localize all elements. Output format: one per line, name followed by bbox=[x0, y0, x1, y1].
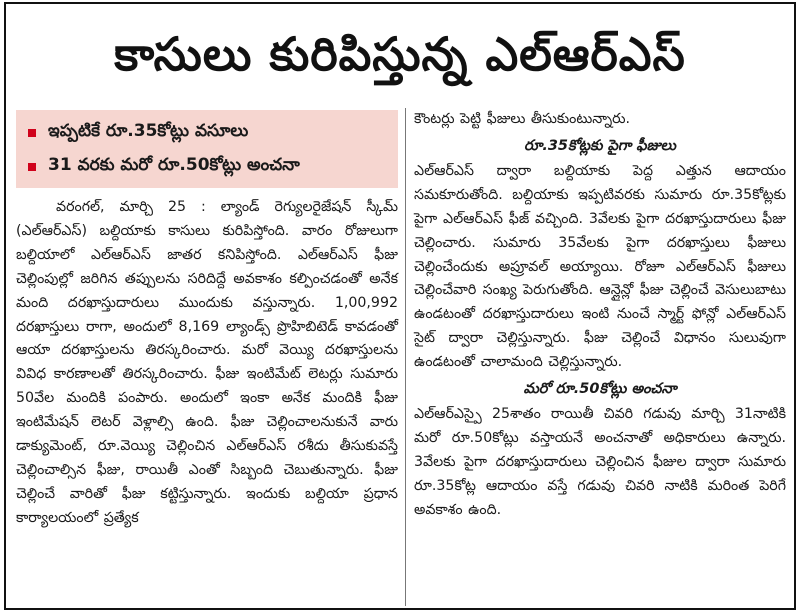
highlight-item bbox=[28, 150, 388, 184]
right-intro-paragraph: కౌంటర్లు పెట్టి ఫీజులు తీసుకుంటున్నారు. bbox=[414, 111, 631, 127]
square-bullet-icon bbox=[28, 163, 36, 171]
left-column bbox=[16, 110, 398, 531]
right-body-paragraph-2: ఎల్ఆర్ఎస్పై 25శాతం రాయితీ చివరి గడువు మార్చి 31నాటికి మరో రూ.50కోట్లు వస్తాయనే అంచనాతో అధికారులు ఉన్నారు. 3వేలకు పైగా దరఖాస్తుదారులు చెల్లించిన ఫీజుల ద్వారా సుమారు రూ.35కోట్ల ఆదాయం వస్తే గడువు చివరి నాటికి మరింత పెరిగే అవకాశం ఉంది. bbox=[414, 406, 786, 518]
highlights-box bbox=[16, 110, 398, 188]
column-divider bbox=[405, 108, 406, 606]
article-frame bbox=[4, 2, 796, 610]
subheading-2: మరో రూ.50కోట్లు అంచనా bbox=[523, 381, 677, 398]
highlight-text: ఇప్పటికే రూ.35కోట్లు వసూలు bbox=[48, 121, 249, 141]
left-body-paragraph: వరంగల్, మార్చి 25 : ల్యాండ్ రెగ్యులరైజేషన్ స్కీమ్ (ఎల్ఆర్ఎస్) బల్దియాకు కాసులు కురిపిస్తోంది. వారం రోజులుగా బల్దియాలో ఎల్ఆర్ఎస్ జాతర కనిపిస్తోంది. ఎల్ఆర్ఎస్ ఫీజు చెల్లింపుల్లో జరిగిన తప్పులను సరిదిద్దే అవకాశం కల్పించడంతో అనేక మంది దరఖాస్తుదారులు ముందుకు వస్తున్నారు. 1,00,992 దరఖాస్తులు రాగా, అందులో 8,169 ల్యాండ్స్ ప్రొహిబిటెడ్ కావడంతో ఆయా దరఖాస్తులను తిరస్కరించారు. మరో వెయ్యి దరఖాస్తులను వివిధ కారణాలతో తిరస్కరించారు. ఫీజు ఇంటిమేట్ లెటర్లు సుమారు 50వేల మందికి పంపారు. అందులో ఇంకా అనేక మందికి ఫీజు ఇంటిమేషన్ లెటర్ వెళ్లాల్సి ఉంది. ఫీజు చెల్లించాలనుకునే వారు డాక్యుమెంట్, రూ.వెయ్యి చెల్లించిన ఎల్ఆర్ఎస్ రశీదు తీసుకువస్తే చెల్లించాల్సిన ఫీజు, రాయితీ ఎంతో సిబ్బంది చెబుతున్నారు. ఫీజు చెల్లించే వారితో ఫీజు కట్టిస్తున్నారు. ఇందుకు బల్దియా ప్రధాన కార్యాలయంలో ప్రత్యేక bbox=[16, 199, 398, 526]
square-bullet-icon bbox=[28, 129, 36, 137]
headline: కాసులు కురిపిస్తున్న ఎల్ఆర్ఎస్ bbox=[114, 27, 686, 81]
highlight-item bbox=[28, 116, 388, 150]
subheading-1: రూ.35కోట్లకు పైగా ఫీజులు bbox=[524, 137, 676, 154]
right-column bbox=[414, 108, 786, 523]
highlight-text: 31 వరకు మరో రూ.50కోట్లు అంచనా bbox=[48, 155, 300, 175]
right-body-paragraph-1: ఎల్ఆర్ఎస్ ద్వారా బల్దియాకు పెద్ద ఎత్తున ఆదాయం సమకూరుతోంది. బల్దియాకు ఇప్పటివరకు సుమారు రూ.35కోట్లకు పైగా ఎల్ఆర్ఎస్ ఫీజ్ వచ్చింది. 3వేలకు పైగా దరఖాస్తుదారులు ఫీజు చెల్లించారు. సుమారు 35వేలకు పైగా దరఖాస్తులు ఫీజులు చెల్లించేందుకు అప్రూవల్ అయ్యాయి. రోజూ ఎల్ఆర్ఎస్ ఫీజులు చెల్లించేవారి సంఖ్య పెరుగుతోంది. ఆన్లైన్లో ఫీజు చెల్లించే వెసులుబాటు ఉండటంతో దరఖాస్తుదారులు ఇంటి నుంచే స్మార్ట్ ఫోన్లో ఎల్ఆర్ఎస్ సైట్ ద్వారా చెల్లిస్తున్నారు. ఫీజు చెల్లించే విధానం సులువుగా ఉండటంతో చాలామంది చెల్లిస్తున్నారు. bbox=[414, 162, 786, 371]
